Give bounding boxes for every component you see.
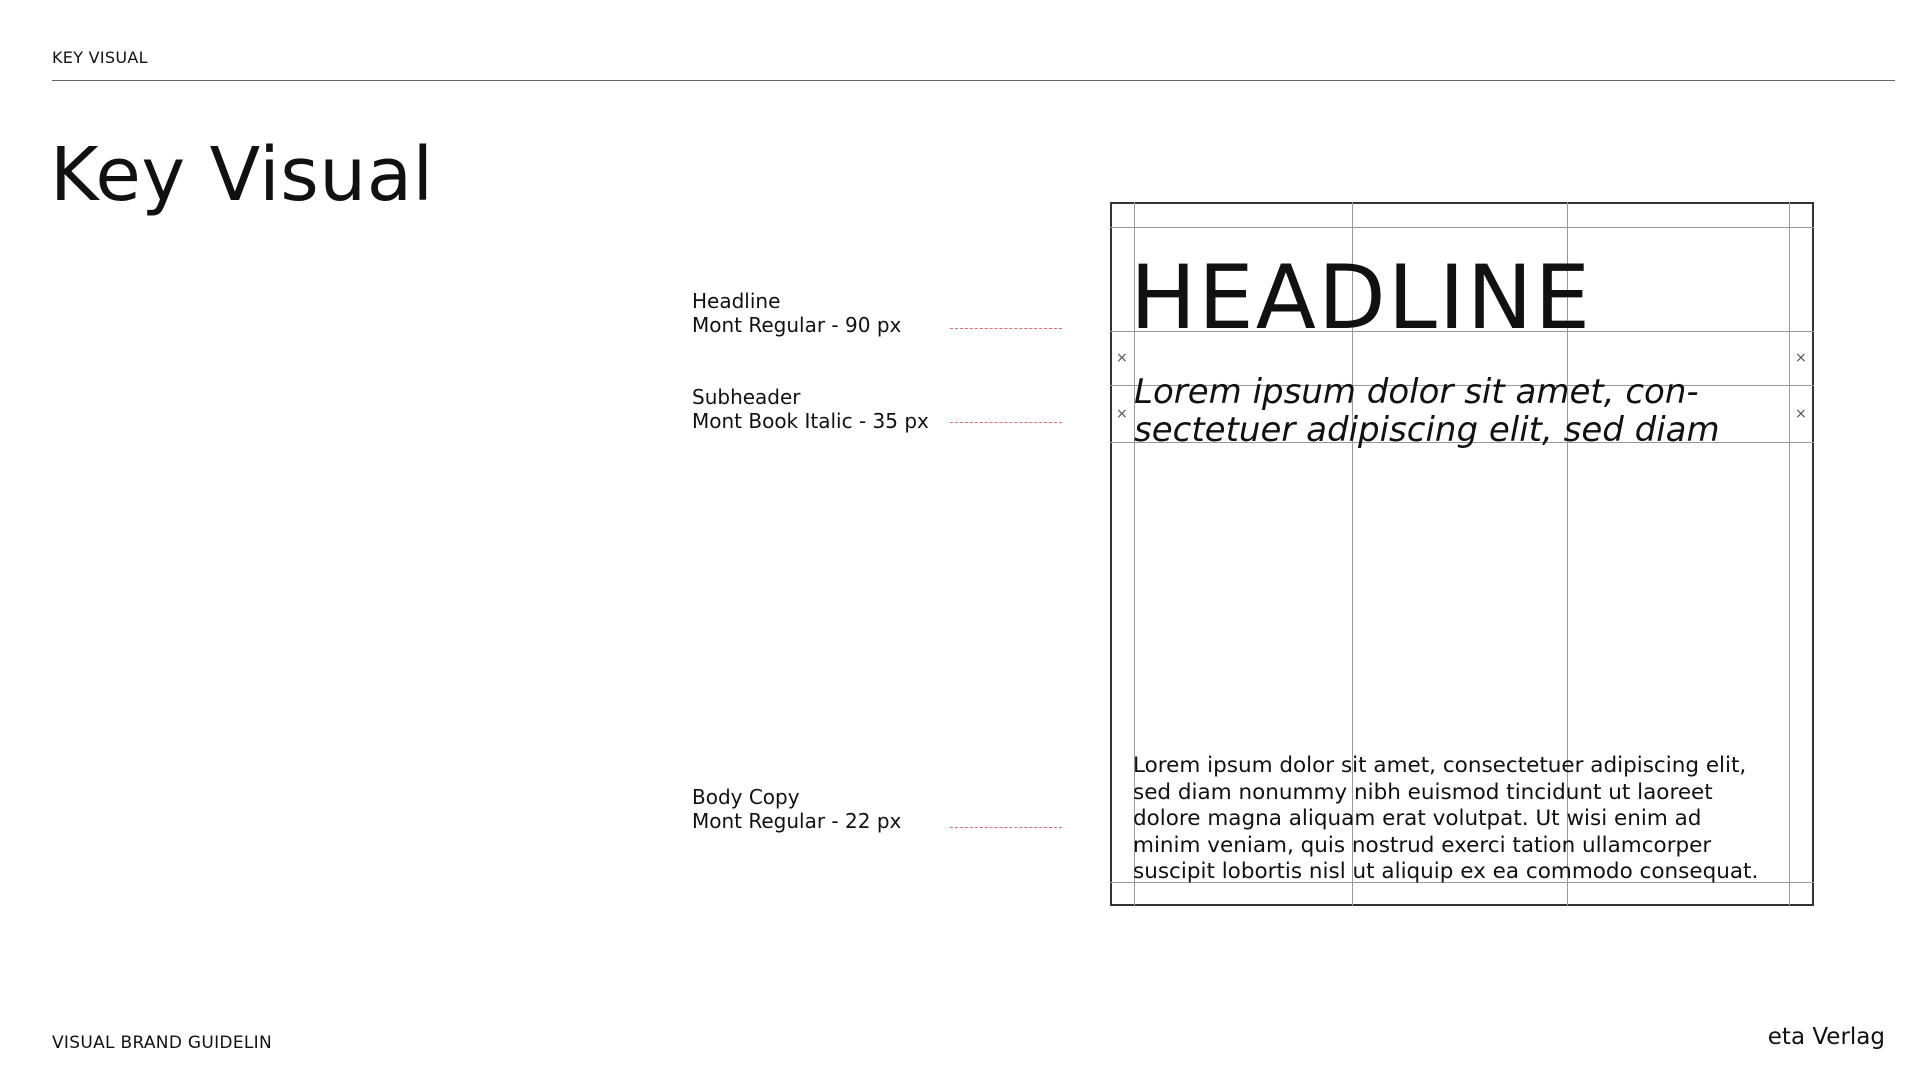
cross-marker-icon: × bbox=[1795, 406, 1807, 422]
leader-line-body bbox=[950, 827, 1062, 828]
spec-headline-name: Headline bbox=[692, 289, 781, 313]
sample-body-line: sed diam nonummy nibh euismod tincidunt ut laoreet bbox=[1133, 779, 1713, 805]
sample-body-line: suscipit lobortis nisl ut aliquip ex ea commodo consequat. bbox=[1133, 859, 1759, 884]
spec-subheader-name: Subheader bbox=[692, 385, 801, 409]
sample-subheader-line: Lorem ipsum dolor sit amet, con- bbox=[1134, 372, 1699, 412]
section-label: KEY VISUAL bbox=[52, 48, 148, 67]
spec-subheader-detail: Mont Book Italic - 35 px bbox=[692, 409, 929, 433]
page-title: Key Visual bbox=[50, 132, 434, 218]
sample-body-line: Lorem ipsum dolor sit amet, consectetuer adipiscing elit, bbox=[1133, 753, 1747, 778]
spec-headline-detail: Mont Regular - 90 px bbox=[692, 313, 902, 337]
cross-marker-icon: × bbox=[1116, 406, 1128, 422]
footer-document-label: VISUAL BRAND GUIDELIN bbox=[52, 1033, 272, 1053]
sample-body-line: dolore magna aliquam erat volutpat. Ut wisi enim ad bbox=[1133, 806, 1702, 831]
leader-line-subheader bbox=[950, 422, 1062, 423]
grid-line bbox=[1110, 227, 1814, 228]
sample-subheader-line: sectetuer adipiscing elit, sed diam bbox=[1134, 410, 1720, 450]
spec-body bbox=[692, 785, 901, 833]
header-divider bbox=[52, 80, 1895, 81]
sample-body-line: minim veniam, quis nostrud exerci tation ullamcorper bbox=[1133, 832, 1712, 858]
sample-headline: HEADLINE bbox=[1130, 246, 1593, 349]
cross-marker-icon: × bbox=[1116, 350, 1128, 366]
cross-marker-icon: × bbox=[1795, 350, 1807, 366]
sample-body-copy bbox=[1133, 753, 1813, 886]
sample-subheader bbox=[1134, 373, 1814, 449]
spec-subheader bbox=[692, 385, 929, 433]
spec-body-name: Body Copy bbox=[692, 785, 800, 809]
spec-headline bbox=[692, 289, 901, 337]
spec-body-detail: Mont Regular - 22 px bbox=[692, 809, 902, 833]
leader-line-headline bbox=[950, 328, 1062, 329]
brand-name: eta Verlag bbox=[1767, 1024, 1885, 1050]
